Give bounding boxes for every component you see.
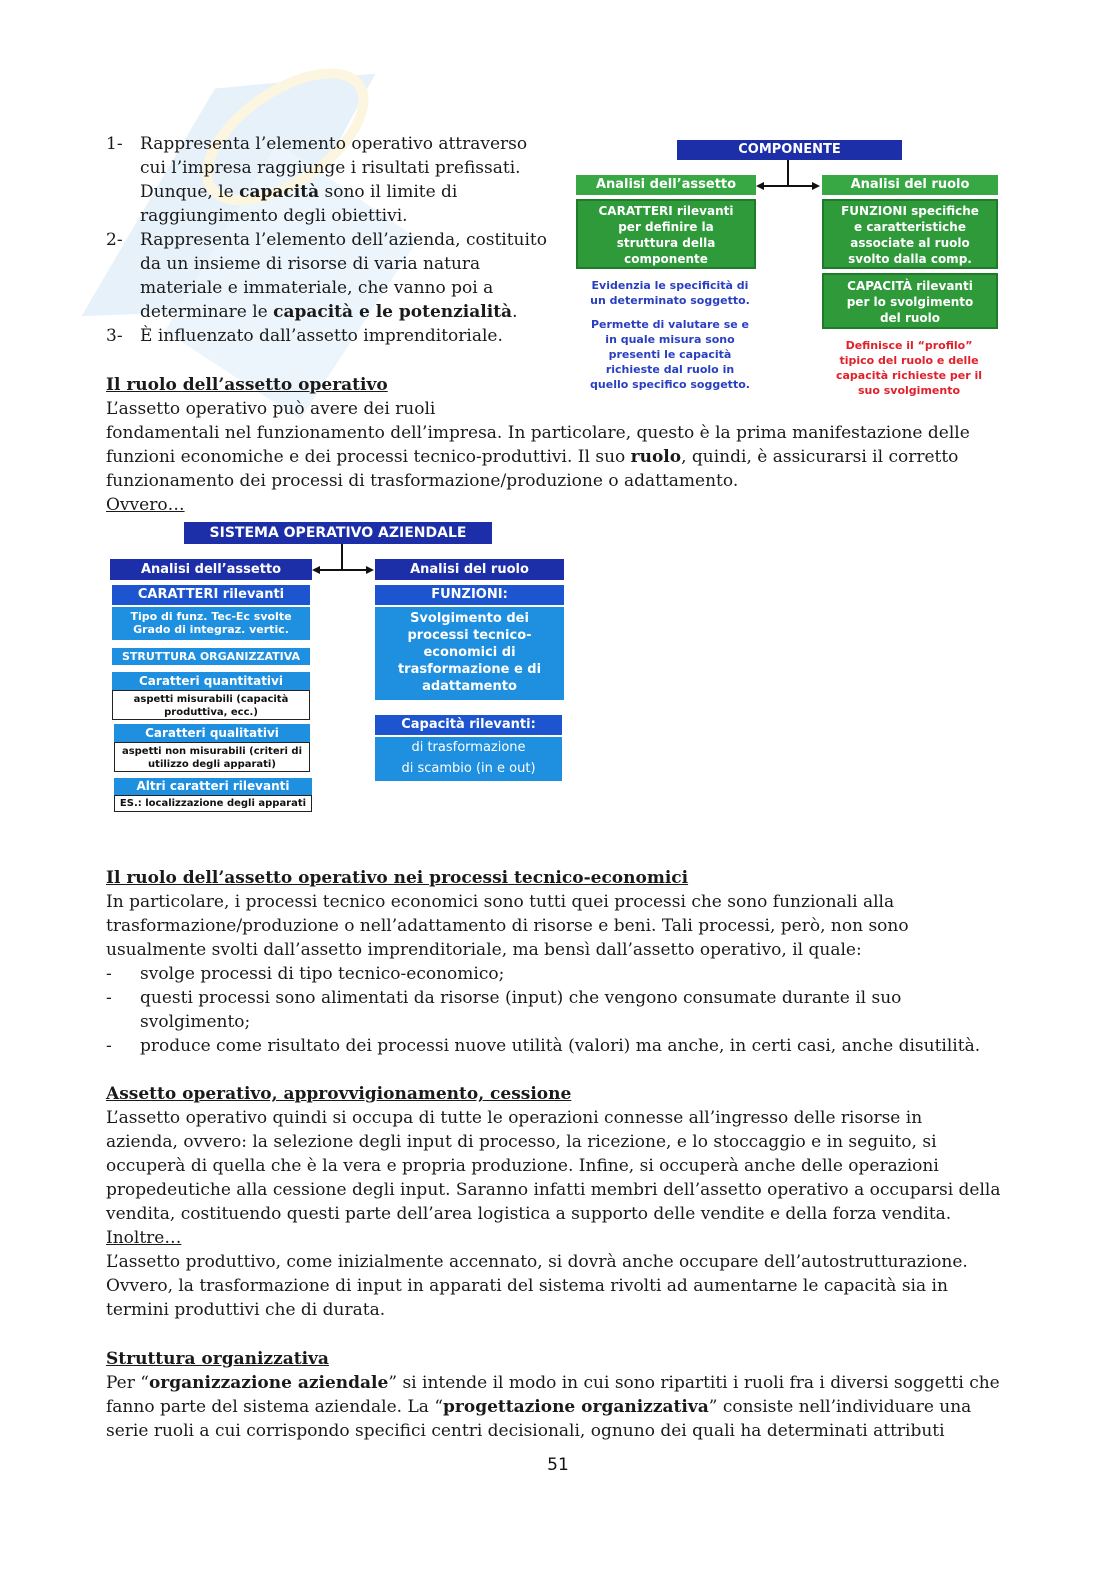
right-header: Analisi del ruolo xyxy=(375,559,564,580)
struttura-label: STRUTTURA ORGANIZZATIVA xyxy=(112,648,310,665)
qualitativi-sub: aspetti non misurabili (criteri di utilizzo degli apparati) xyxy=(114,742,310,772)
component-title: COMPONENTE xyxy=(677,140,902,160)
profilo-note: Definisce il “profilo” tipico del ruolo e delle capacità richieste per il suo svolgimento xyxy=(835,339,983,397)
evidenzia-note: Evidenzia le specificità di un determinato soggetto. xyxy=(590,279,750,307)
quantitativi-label: Caratteri quantitativi xyxy=(112,672,310,690)
list-item: - produce come risultato dei processi nuove utilità (valori) ma anche, in certi casi, anche disutilità. xyxy=(106,1036,981,1056)
section-heading: Assetto operativo, approvvigionamento, cessione xyxy=(106,1084,572,1104)
section-ruolo-assetto: Il ruolo dell’assetto operativo L’assetto operativo può avere dei ruoli fondamentali nel funzionamento dell’impresa. In particolare, questo è la prima manifestazione delle funzioni economiche e dei processi tecnico-produttivi. Il suo ruolo, quindi, è assicurarsi il corretto funzionamento dei processi di trasformazione/produzione o adattamento. Ovvero… xyxy=(106,373,1006,517)
section-approvvigionamento: Assetto operativo, approvvigionamento, cessione L’assetto operativo quindi si occupa di tutte le operazioni connesse all’ingresso delle risorse in azienda, ovvero: la selezione degli input di processo, la ricezione, e lo stoccaggio e in seguito, si occuperà di quella che è la vera e propria produzione. Infine, si occuperà anche delle operazioni propedeutiche alla cessione degli input. Saranno infatti membri dell’assetto operativo a occuparsi della vendita, costituendo questi parte dell’area logistica a supporto delle vendite e della forza vendita. Inoltre… L’assetto produttivo, come inizialmente accennato, si dovrà anche occupare dell’autostrutturazione. Ovvero, la trasformazione di input in apparati del sistema rivolti ad aumentarne le capacità sia in termini produttivi che di durata. xyxy=(106,1082,1016,1322)
list-item: 2- Rappresenta l’elemento dell’azienda, costituito da un insieme di risorse di varia natura materiale e immateriale, che vanno poi a determinare le capacità e le potenzialità. xyxy=(106,230,547,322)
left-header: Analisi dell’assetto xyxy=(576,175,756,195)
qualitativi-label: Caratteri qualitativi xyxy=(114,724,310,742)
funzioni-label: FUNZIONI: xyxy=(375,585,564,605)
section-processi-tecnico-economici: Il ruolo dell’assetto operativo nei processi tecnico-economici In particolare, i processi tecnico economici sono tutti quei processi che sono funzionali alla trasformazione/produzione o nell’adattamento di risorse e beni. Tali processi, però, non sono usualmente svolti dall’assetto imprenditoriale, ma bensì dall’assetto operativo, il quale: - svolge processi di tipo tecnico-economico; - questi processi sono alimentati da risorse (input) che vengono consumate durante il suo svolgimento; - produce come risultato dei processi nuove utilità (valori) ma anche, in certi casi, anche disutilità. xyxy=(106,866,1006,1058)
caratteri-rilevanti-label: CARATTERI rilevanti xyxy=(112,585,310,605)
funzioni-box: FUNZIONI specifiche e caratteristiche associate al ruolo svolto dalla comp. xyxy=(822,199,998,269)
sistema-operativo-diagram xyxy=(106,520,571,820)
numbered-list xyxy=(106,132,556,348)
capacita-label: Capacità rilevanti: xyxy=(375,715,562,735)
list-item: 1- Rappresenta l’elemento operativo attraverso cui l’impresa raggiunge i risultati prefissati. Dunque, le capacità sono il limite di raggiungimento degli obiettivi. xyxy=(106,134,528,226)
section-struttura-organizzativa: Struttura organizzativa Per “organizzazione aziendale” si intende il modo in cui sono ripartiti i ruoli fra i diversi soggetti che fanno parte del sistema aziendale. La “progettazione organizzativa” consiste nell’individuare una serie ruoli a cui corrispondo specifici centri decisionali, ognuno dei quali ha determinati attributi xyxy=(106,1347,1016,1443)
caratteri-sub: Tipo di funz. Tec-Ec svolte Grado di integraz. vertic. xyxy=(112,607,310,640)
list-item: - questi processi sono alimentati da risorse (input) che vengono consumate durante il suo svolgimento; xyxy=(106,988,902,1032)
sistema-title: SISTEMA OPERATIVO AZIENDALE xyxy=(184,522,492,544)
left-header: Analisi dell’assetto xyxy=(110,559,312,580)
funzioni-sub: Svolgimento dei processi tecnico- economici di trasformazione e di adattamento xyxy=(375,607,564,700)
altri-label: Altri caratteri rilevanti xyxy=(114,778,312,795)
permette-note: Permette di valutare se e in quale misura sono presenti le capacità richieste dal ruolo in quello specifico soggetto. xyxy=(590,318,750,391)
component-diagram xyxy=(572,138,1002,403)
quantitativi-sub: aspetti misurabili (capacità produttiva, ecc.) xyxy=(112,690,310,720)
altri-sub: ES.: localizzazione degli apparati xyxy=(114,795,312,812)
list-item: - svolge processi di tipo tecnico-economico; xyxy=(106,964,505,984)
right-header: Analisi del ruolo xyxy=(822,175,998,195)
section-heading: Il ruolo dell’assetto operativo xyxy=(106,375,388,395)
capacita-box: CAPACITÀ rilevanti per lo svolgimento del ruolo xyxy=(822,273,998,329)
capacita-sub: di trasformazione di scambio (in e out) xyxy=(375,737,562,781)
section-heading: Struttura organizzativa xyxy=(106,1349,329,1369)
page-number: 51 xyxy=(547,1455,569,1475)
section-heading: Il ruolo dell’assetto operativo nei processi tecnico-economici xyxy=(106,868,689,888)
caratteri-box: CARATTERI rilevanti per definire la struttura della componente xyxy=(576,199,756,269)
list-item: 3- È influenzato dall’assetto imprenditoriale. xyxy=(106,326,503,346)
